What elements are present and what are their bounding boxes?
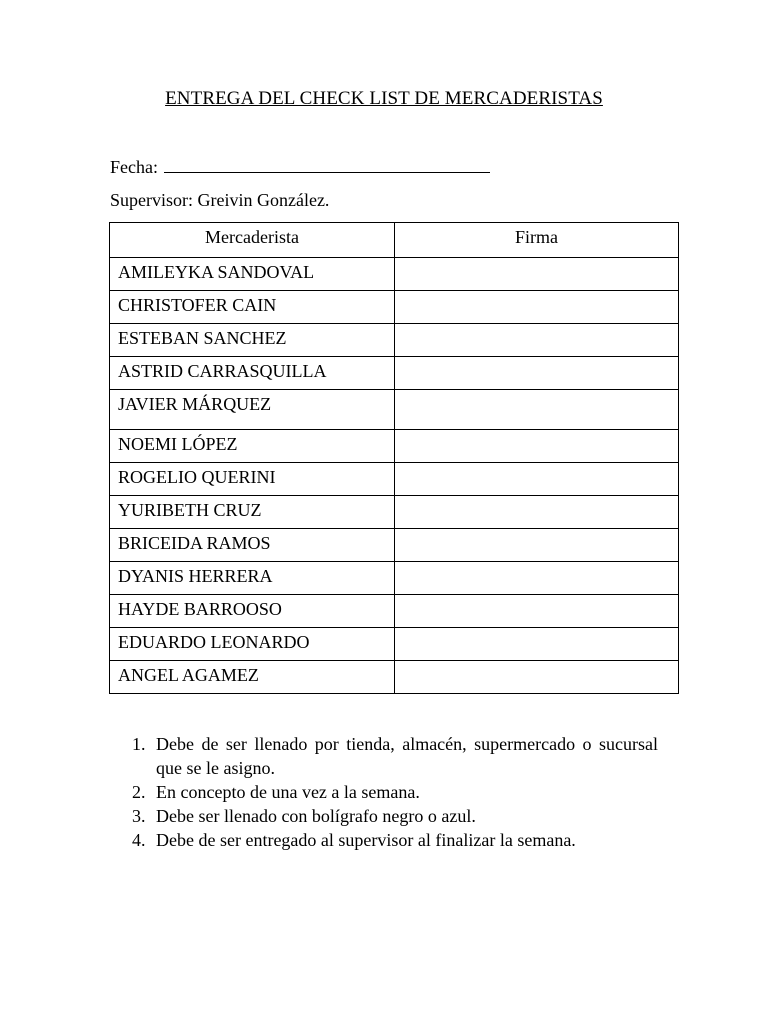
table-header-row xyxy=(110,223,679,258)
supervisor-line: Supervisor: Greivin González. xyxy=(110,190,330,210)
firma-cell xyxy=(395,357,679,390)
table-row xyxy=(110,357,679,390)
firma-cell xyxy=(395,529,679,562)
list-item-number: 2. xyxy=(132,782,146,802)
firma-cell xyxy=(395,258,679,291)
list-item xyxy=(110,780,658,804)
table-row xyxy=(110,529,679,562)
table-row xyxy=(110,430,679,463)
mercaderista-name: DYANIS HERRERA xyxy=(110,562,395,595)
list-item-text: En concepto de una vez a la semana. xyxy=(156,782,420,802)
column-header-mercaderista: Mercaderista xyxy=(110,223,395,258)
list-item xyxy=(110,732,658,780)
fecha-blank-line xyxy=(164,158,490,173)
list-item-text: Debe de ser llenado por tienda, almacén, supermercado o sucursal que se le asigno. xyxy=(156,734,658,778)
firma-cell xyxy=(395,390,679,430)
mercaderista-name: BRICEIDA RAMOS xyxy=(110,529,395,562)
fecha-label: Fecha: xyxy=(110,157,158,177)
mercaderista-name: ANGEL AGAMEZ xyxy=(110,661,395,694)
mercaderista-name: EDUARDO LEONARDO xyxy=(110,628,395,661)
table-row xyxy=(110,562,679,595)
table-row xyxy=(110,463,679,496)
mercaderista-name: YURIBETH CRUZ xyxy=(110,496,395,529)
list-item-text: Debe de ser entregado al supervisor al finalizar la semana. xyxy=(156,830,576,850)
table-row xyxy=(110,291,679,324)
mercaderista-name: AMILEYKA SANDOVAL xyxy=(110,258,395,291)
firma-cell xyxy=(395,496,679,529)
mercaderista-name: ESTEBAN SANCHEZ xyxy=(110,324,395,357)
firma-cell xyxy=(395,595,679,628)
firma-cell xyxy=(395,463,679,496)
table-row xyxy=(110,258,679,291)
document-title: ENTREGA DEL CHECK LIST DE MERCADERISTAS xyxy=(165,88,603,109)
list-item-number: 3. xyxy=(132,806,146,826)
mercaderista-name: ROGELIO QUERINI xyxy=(110,463,395,496)
firma-cell xyxy=(395,562,679,595)
table-row xyxy=(110,324,679,357)
table-row xyxy=(110,496,679,529)
list-item xyxy=(110,804,658,828)
list-item-number: 4. xyxy=(132,830,146,850)
firma-cell xyxy=(395,628,679,661)
mercaderista-name: JAVIER MÁRQUEZ xyxy=(110,390,395,430)
mercaderista-name: ASTRID CARRASQUILLA xyxy=(110,357,395,390)
table-row xyxy=(110,390,679,430)
firma-cell xyxy=(395,430,679,463)
table-row xyxy=(110,661,679,694)
firma-cell xyxy=(395,324,679,357)
fecha-field xyxy=(110,157,490,178)
checklist-table xyxy=(109,222,679,694)
firma-cell xyxy=(395,291,679,324)
mercaderista-name: HAYDE BARROOSO xyxy=(110,595,395,628)
mercaderista-name: CHRISTOFER CAIN xyxy=(110,291,395,324)
list-item xyxy=(110,828,658,852)
table-row xyxy=(110,628,679,661)
mercaderista-name: NOEMI LÓPEZ xyxy=(110,430,395,463)
list-item-text: Debe ser llenado con bolígrafo negro o azul. xyxy=(156,806,476,826)
column-header-firma: Firma xyxy=(395,223,679,258)
instructions-list xyxy=(110,732,658,852)
firma-cell xyxy=(395,661,679,694)
list-item-number: 1. xyxy=(132,734,146,754)
table-row xyxy=(110,595,679,628)
